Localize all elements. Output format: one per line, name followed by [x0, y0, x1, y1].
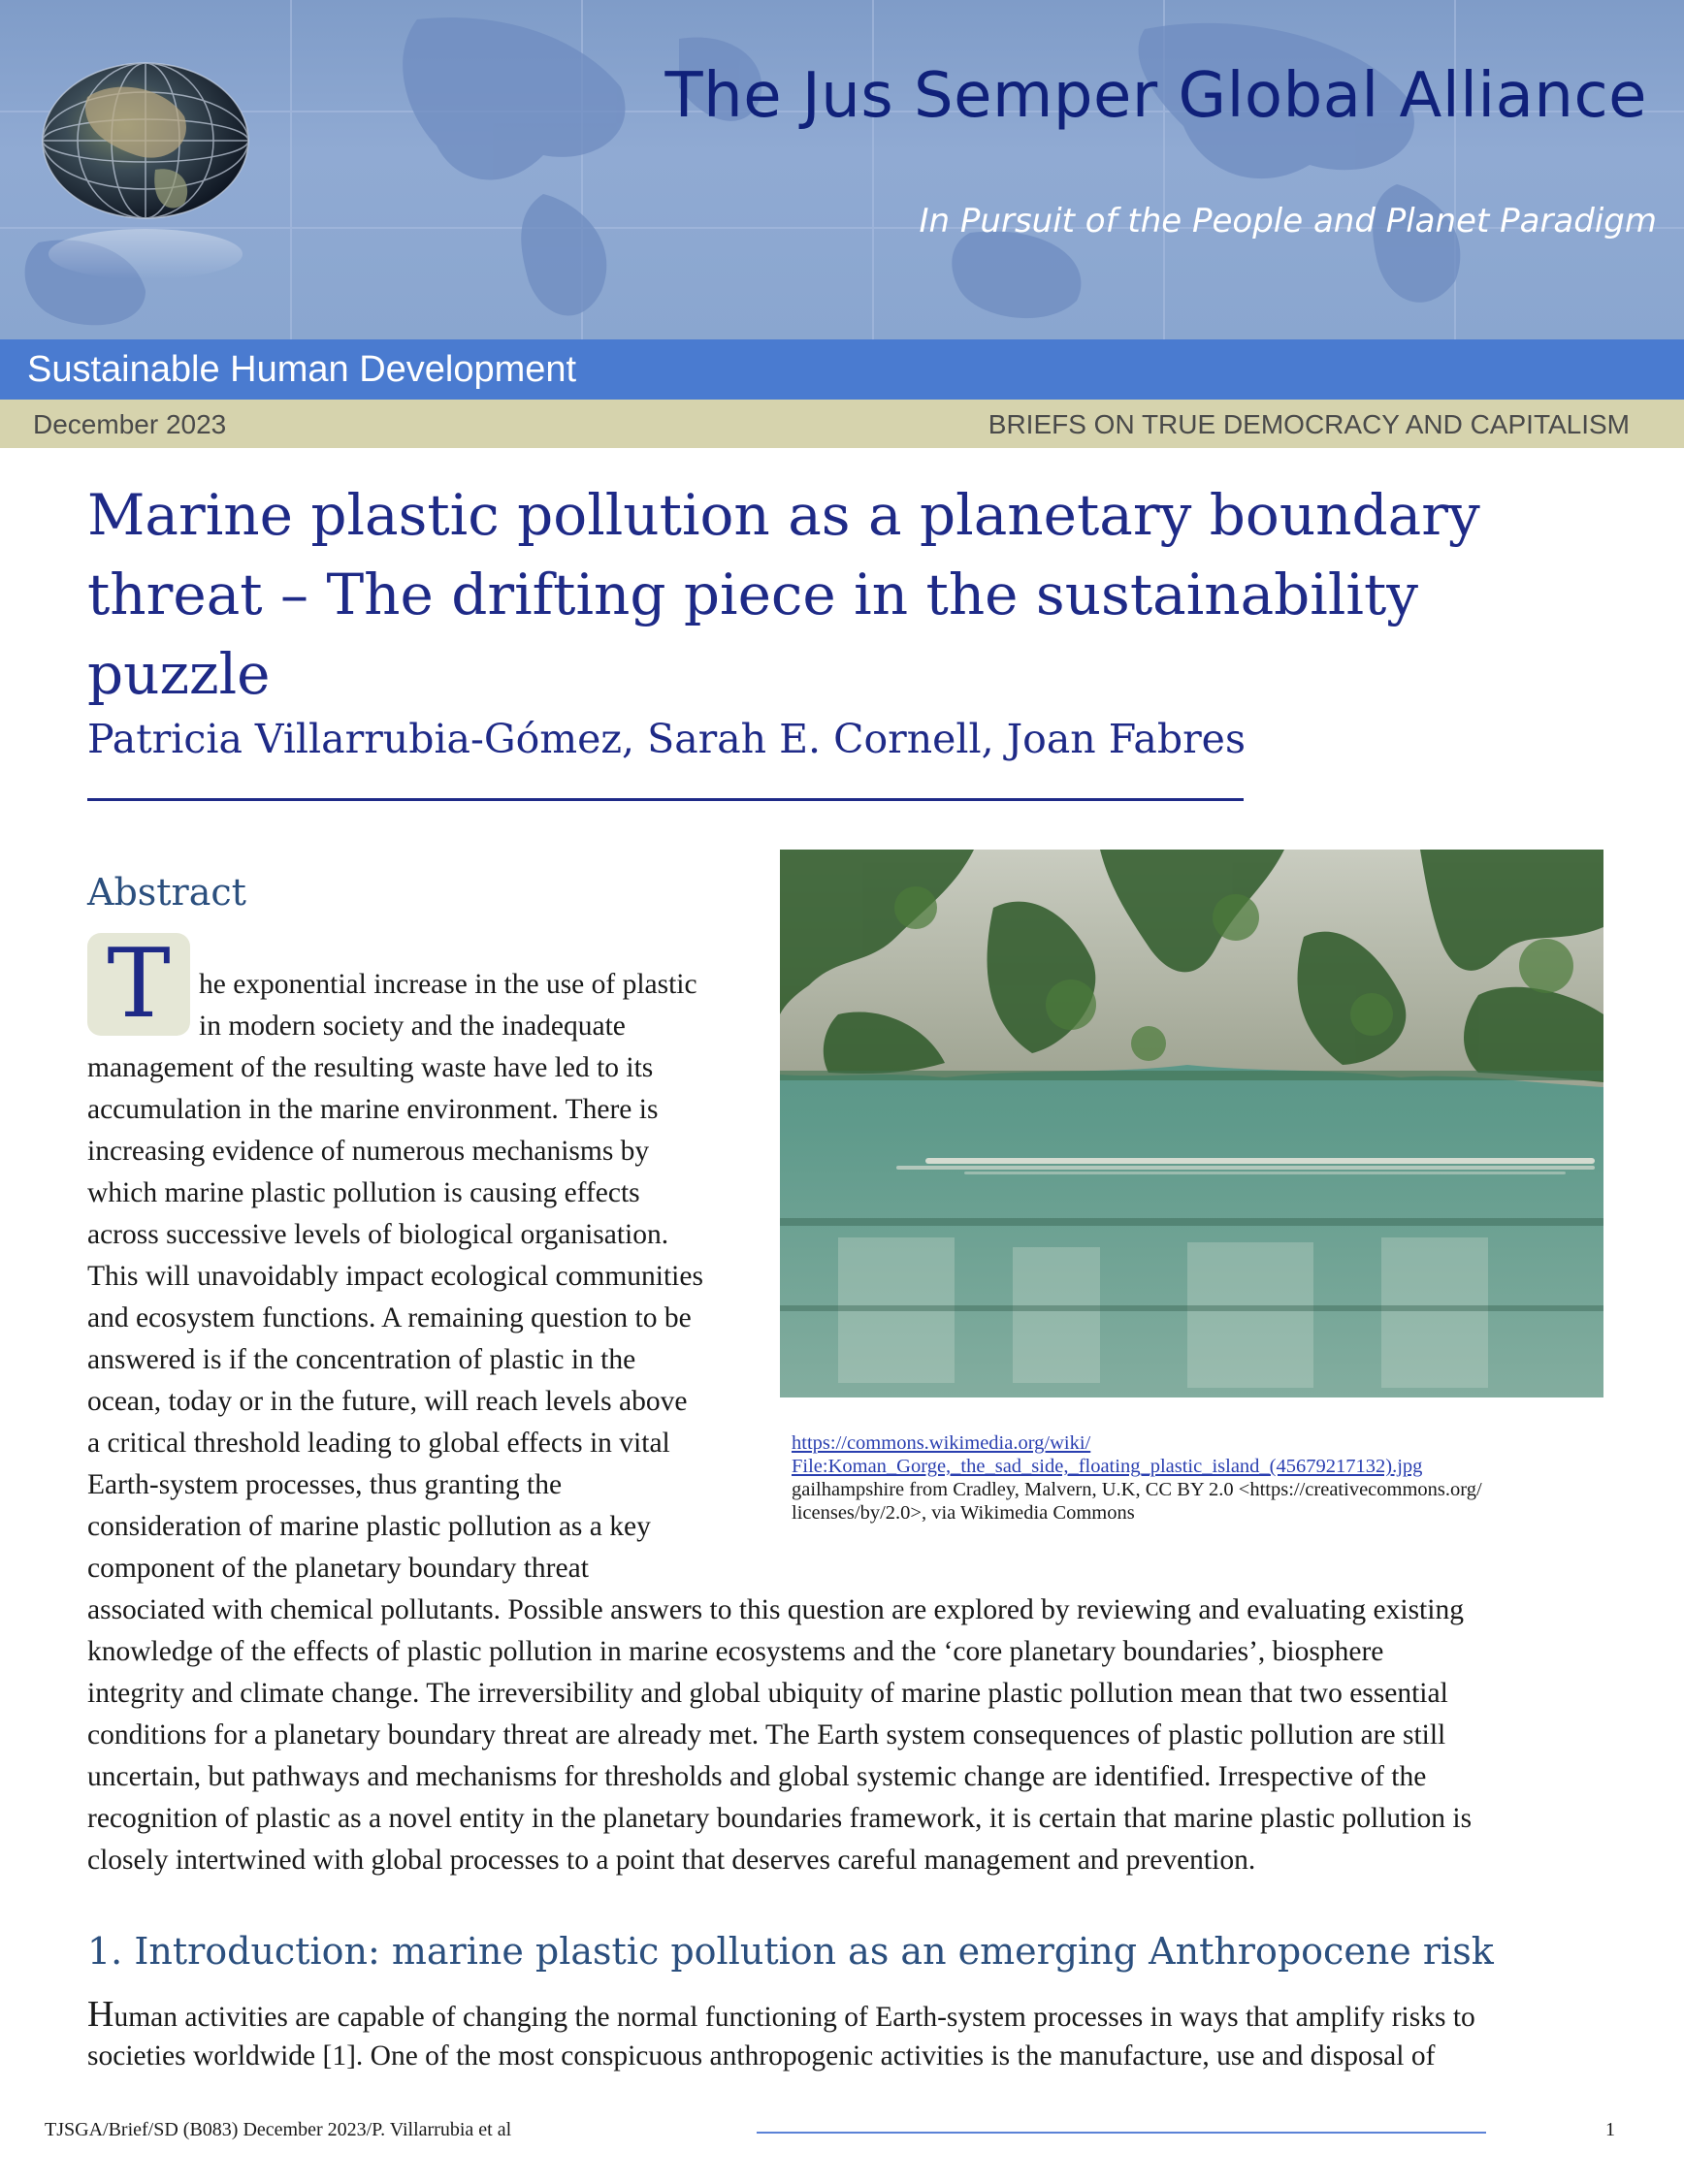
page-number: 1 — [1605, 2119, 1615, 2140]
abstract-line: integrity and climate change. The irreversibility and global ubiquity of marine plastic pollution mean that two essential — [87, 1678, 1448, 1709]
abstract-line: he exponential increase in the use of plastic — [199, 969, 697, 1000]
author-list: Patricia Villarrubia-Gómez, Sarah E. Cornell, Joan Fabres — [87, 716, 1246, 762]
section-heading-introduction: 1. Introduction: marine plastic pollution as an emerging Anthropocene risk — [87, 1930, 1494, 1973]
world-map-graphic — [0, 0, 1684, 339]
abstract-line: management of the resulting waste have led to its — [87, 1052, 654, 1083]
intro-line-rest: uman activities are capable of changing the normal functioning of Earth-system processes in ways that amplify risks to — [113, 2002, 1475, 2033]
brand-title: The Jus Semper Global Alliance — [664, 60, 1647, 132]
footer-citation: TJSGA/Brief/SD (B083) December 2023/P. Villarrubia et al — [45, 2119, 512, 2140]
photo-credit-link[interactable]: https://commons.wikimedia.org/wiki/ — [792, 1432, 1091, 1454]
article-title-line-1: Marine plastic pollution as a planetary boundary — [87, 482, 1480, 548]
photo-credit-text: licenses/by/2.0>, via Wikimedia Commons — [792, 1502, 1135, 1524]
abstract-line: in modern society and the inadequate — [199, 1011, 626, 1042]
date-bar — [0, 400, 1684, 448]
abstract-heading: Abstract — [87, 871, 246, 914]
abstract-line: recognition of plastic as a novel entity in the planetary boundaries framework, it is certain that marine plastic pollution is — [87, 1803, 1473, 1834]
abstract-line: accumulation in the marine environment. There is — [87, 1094, 659, 1125]
intro-paragraph-line: societies worldwide [1]. One of the most conspicuous anthropogenic activities is the manufacture, use and disposal of — [87, 2040, 1436, 2072]
abstract-line: which marine plastic pollution is causing effects — [87, 1177, 640, 1208]
abstract-line: a critical threshold leading to global effects in vital — [87, 1428, 670, 1459]
abstract-line: consideration of marine plastic pollution as a key — [87, 1511, 651, 1542]
photo-credit-text: gailhampshire from Cradley, Malvern, U.K, CC BY 2.0 <https://creativecommons.org/ — [792, 1479, 1482, 1500]
abstract-line: closely intertwined with global processes to a point that deserves careful management and prevention. — [87, 1845, 1256, 1876]
abstract-line: Earth-system processes, thus granting the — [87, 1469, 563, 1500]
abstract-line: knowledge of the effects of plastic pollution in marine ecosystems and the ‘core planetary boundaries’, biosphere — [87, 1636, 1384, 1667]
abstract-line: across successive levels of biological organisation. — [87, 1219, 669, 1250]
brand-tagline: In Pursuit of the People and Planet Paradigm — [919, 202, 1657, 241]
article-title — [87, 475, 1601, 714]
section-label: Sustainable Human Development — [27, 349, 577, 390]
abstract-line: and ecosystem functions. A remaining question to be — [87, 1302, 692, 1333]
drop-cap: T — [87, 933, 190, 1036]
abstract-line: ocean, today or in the future, will reach levels above — [87, 1386, 688, 1417]
series-label: BRIEFS ON TRUE DEMOCRACY AND CAPITALISM — [988, 409, 1630, 439]
photo-credit-link[interactable]: File:Koman_Gorge,_the_sad_side,_floating_plastic_island_(45679217132).jpg — [792, 1456, 1423, 1477]
abstract-line: This will unavoidably impact ecological communities — [87, 1261, 703, 1292]
abstract-line: conditions for a planetary boundary threat are already met. The Earth system consequences of plastic pollution are still — [87, 1719, 1446, 1750]
header-banner — [0, 0, 1684, 339]
issue-date: December 2023 — [33, 409, 227, 439]
abstract-line: uncertain, but pathways and mechanisms for thresholds and global systemic change are identified. Irrespective of the — [87, 1761, 1427, 1792]
article-title-line-2: threat – The drifting piece in the sustainability puzzle — [87, 562, 1419, 707]
intro-first-letter: H — [87, 1994, 114, 2035]
abstract-line: increasing evidence of numerous mechanisms by — [87, 1136, 650, 1167]
title-divider — [87, 798, 1244, 801]
intro-paragraph-line — [87, 1994, 1475, 2039]
abstract-line: component of the planetary boundary threat — [87, 1553, 589, 1584]
abstract-line: associated with chemical pollutants. Possible answers to this question are explored by reviewing and evaluating existing — [87, 1594, 1464, 1625]
abstract-line: answered is if the concentration of plastic in the — [87, 1344, 636, 1375]
gorge-plastic-photo — [780, 850, 1603, 1397]
section-bar — [0, 339, 1684, 400]
footer-divider — [757, 2132, 1486, 2134]
